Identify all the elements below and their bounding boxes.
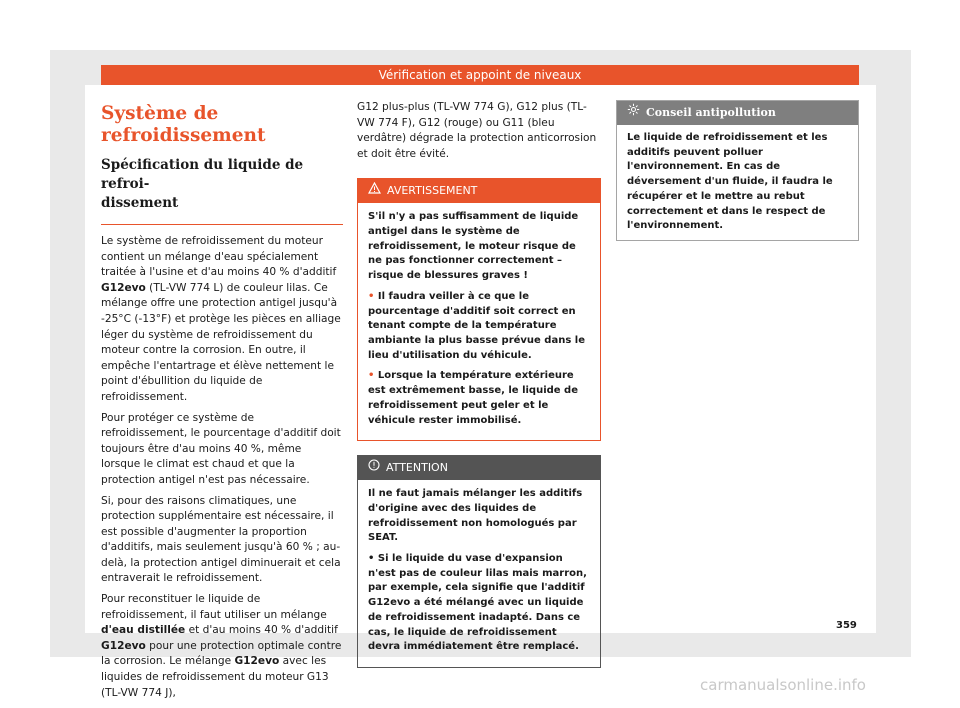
chapter-header: Vérification et appoint de niveaux	[101, 65, 859, 85]
attention-box	[357, 455, 601, 668]
watermark[interactable]: carmanualsonline.info	[700, 676, 866, 694]
warning-bullet-2: • Lorsque la température extérieure est extrêmement basse, le liquide de refroidissement peut geler et le véhicule rester immobilisé.	[368, 370, 578, 426]
attention-header	[358, 456, 600, 480]
paragraph-2: Pour protéger ce système de refroidissement, le pourcentage d'additif doit toujours être d'au moins 40 %, même lorsque le climat est chaud et que la protection antigel n'est pas nécessaire.	[101, 411, 341, 486]
bullet-icon: •	[368, 290, 375, 302]
attention-title: ATTENTION	[386, 461, 448, 475]
warning-header	[358, 179, 600, 203]
section-subtitle: Spécification du liquide de refroi- dissement	[101, 156, 343, 225]
attention-bullet-1: • Si le liquide du vase d'expansion n'est pas de couleur lilas mais marron, par exemple, cela signifie que l'additif G12evo a été mélangé avec un liquide de refroidissement inadapté. Dans ce cas, le liquide de refroidissement devra immédiatement être remplacé.	[368, 553, 587, 653]
paragraph-1: Le système de refroidissement du moteur contient un mélange d'eau spécialement traitée à l'usine et d'au moins 40 % d'additif G12evo (TL-VW 774 L) de couleur lilas. Ce mélange offre une protection antigel jusqu'à -25°C (-13°F) et protège les pièces en alliage léger du système de refroidissement du moteur contre la corrosion. En outre, il empêche l'entartrage et élève nettement le point d'ébullition du liquide de refroidissement.	[101, 235, 341, 403]
paragraph-4: Pour reconstituer le liquide de refroidissement, il faut utiliser un mélange d'eau distillée et d'au moins 40 % d'additif G12evo pour une protection optimale contre la corrosion. Le mélange G12evo avec les liquides de refroidissement du moteur G13 (TL-VW 774 J),	[101, 593, 342, 699]
attention-intro: Il ne faut jamais mélanger les additifs d'origine avec des liquides de refroidissement non homologués par SEAT.	[368, 488, 583, 544]
environment-text: Le liquide de refroidissement et les additifs peuvent polluer l'environnement. En cas de déversement d'un fluide, il faudra le récupérer et le mettre au rebut correctement et dans le respect de l'environnement.	[627, 132, 833, 232]
section-title: Système de refroidissement	[101, 103, 266, 146]
column-right	[616, 100, 859, 241]
bullet-icon: •	[368, 370, 375, 382]
warning-bullet-1: • Il faudra veiller à ce que le pourcentage d'additif soit correct en tenant compte de la température ambiante la plus basse prévue dans le lieu d'utilisation du véhicule.	[368, 290, 585, 361]
environment-box	[616, 100, 859, 241]
warning-body	[358, 203, 600, 440]
environment-title: Conseil antipollution	[646, 106, 776, 119]
info-circle-icon	[368, 456, 380, 480]
attention-body	[358, 480, 600, 667]
warning-triangle-icon	[368, 179, 381, 203]
environment-body	[617, 125, 858, 240]
column-left	[101, 103, 343, 706]
warning-intro: S'il n'y a pas suffisamment de liquide antigel dans le système de refroidissement, le moteur risque de ne pas fonctionner correctement – risque de blessures graves !	[368, 211, 579, 282]
environment-header	[617, 101, 858, 125]
leaf-icon	[627, 101, 640, 125]
bullet-icon: •	[368, 553, 375, 565]
page-number: 359	[836, 620, 857, 631]
warning-box	[357, 178, 601, 441]
column-middle	[357, 100, 601, 668]
paragraph-continued: G12 plus-plus (TL-VW 774 G), G12 plus (TL-VW 774 F), G12 (rouge) ou G11 (bleu verdâtre) dégrade la protection anticorrosion et doit être évité.	[357, 101, 597, 160]
warning-title: AVERTISSEMENT	[387, 184, 478, 198]
paragraph-3: Si, pour des raisons climatiques, une protection supplémentaire est nécessaire, il est possible d'augmenter la proportion d'additifs, mais seulement jusqu'à 60 % ; au-delà, la protection antigel diminuerait et cela entraverait le refroidissement.	[101, 494, 341, 585]
